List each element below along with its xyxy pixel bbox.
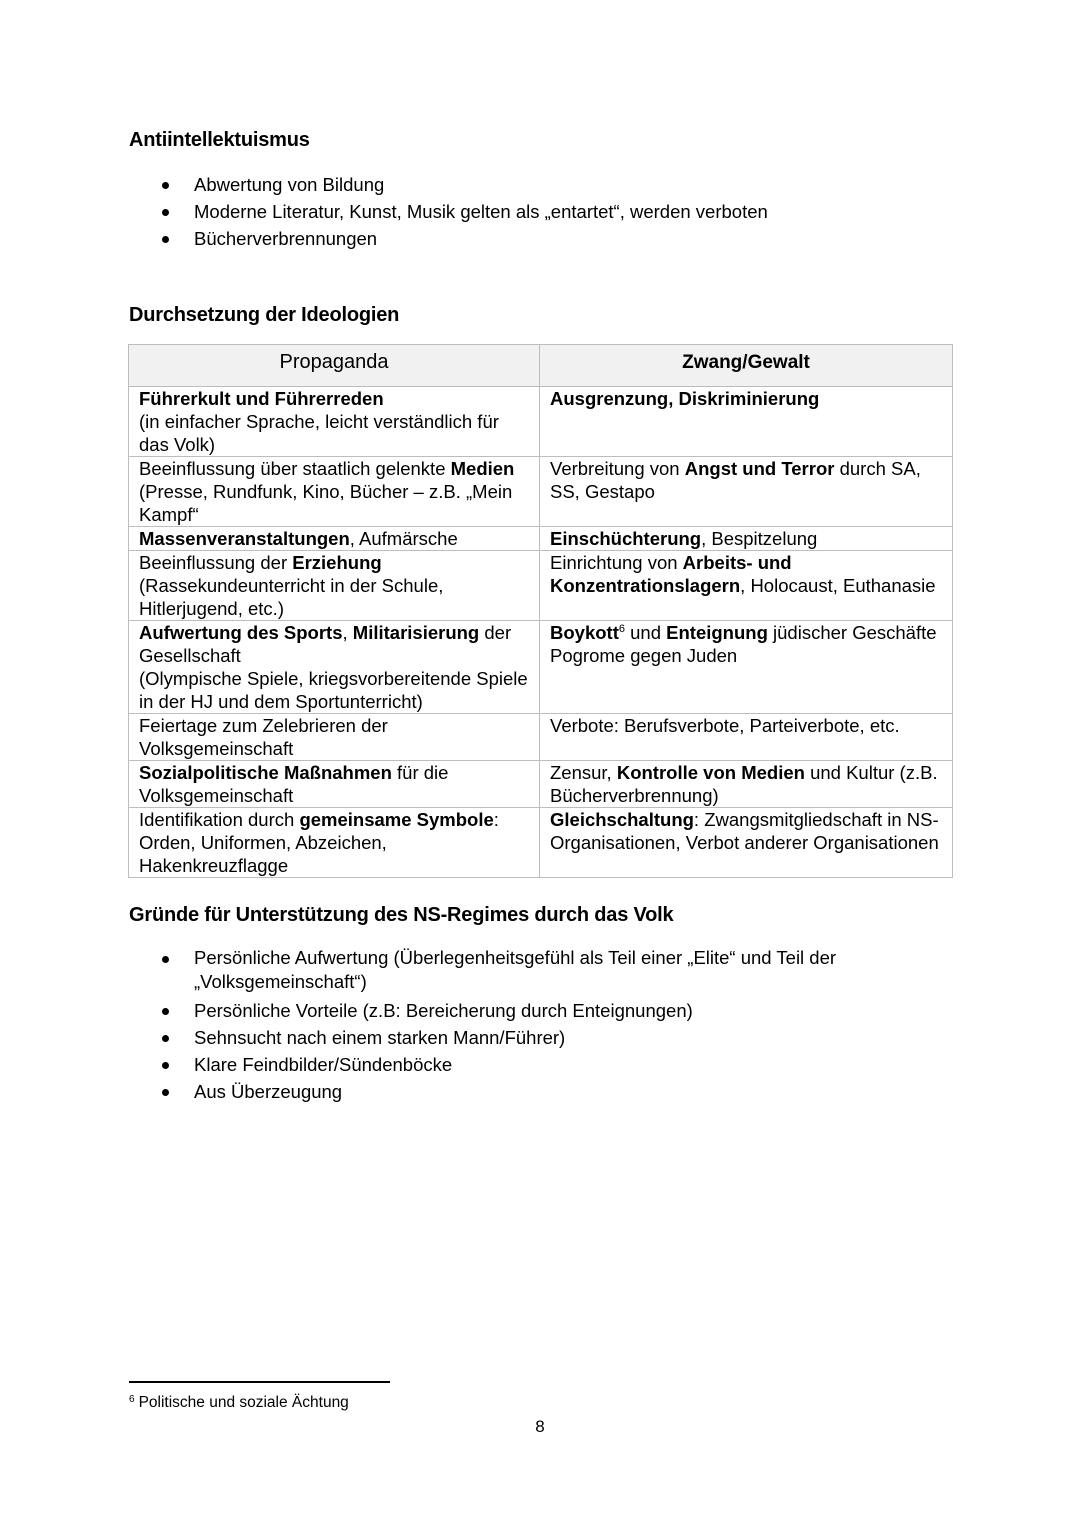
propaganda-cell [129,527,540,551]
list-item: Aus Überzeugung [129,1078,914,1105]
propaganda-cell [129,621,540,714]
cell-text: , Bespitzelung [701,528,818,549]
propaganda-cell [129,761,540,808]
footnote [129,1394,349,1412]
antiintellektuismus-list [129,171,768,252]
table-row [129,387,953,457]
zwang-gewalt-cell [540,714,953,761]
cell-text: Ausgrenzung, Diskriminierung [550,388,820,409]
column-header-zwang-gewalt: Zwang/Gewalt [540,345,953,387]
cell-text: gemeinsame Symbole [299,809,494,830]
cell-text: jüdischer Geschäfte [767,622,937,643]
propaganda-cell [129,551,540,621]
list-item: Moderne Literatur, Kunst, Musik gelten als „entartet“, werden verboten [129,198,768,225]
cell-text: für die Volksgemeinschaft [139,762,449,806]
cell-text: , Holocaust, Euthanasie [740,575,936,596]
zwang-gewalt-cell [540,527,953,551]
table-row [129,551,953,621]
cell-text: (in einfacher Sprache, leicht verständlich für das Volk) [139,411,499,455]
list-item: Klare Feindbilder/Sündenböcke [129,1051,914,1078]
propaganda-cell [129,808,540,878]
cell-text: : Orden, Uniformen, Abzeichen, Hakenkreuzflagge [139,809,499,876]
cell-text: (Presse, Rundfunk, Kino, Bücher – z.B. „Mein Kampf“ [139,481,513,525]
table-row [129,527,953,551]
cell-text: und Kultur (z.B. Bücherverbrennung) [550,762,938,806]
cell-text: Boykott [550,622,619,643]
footnote-number: 6 [129,1394,135,1405]
zwang-gewalt-cell [540,808,953,878]
cell-text: Identifikation durch [139,809,300,830]
cell-text: durch SA, SS, Gestapo [550,458,921,502]
cell-text: : Zwangsmitgliedschaft in NS-Organisationen, Verbot anderer Organisationen [550,809,939,853]
list-item: Persönliche Aufwertung (Überlegenheitsgefühl als Teil einer „Elite“ und Teil der „Volksgemeinschaft“) [129,946,914,994]
cell-text: Sozialpolitische Maßnahmen [139,762,392,783]
list-item: Abwertung von Bildung [129,171,768,198]
cell-text: Massenveranstaltungen [139,528,350,549]
propaganda-cell [129,387,540,457]
cell-text: Enteignung [666,622,768,643]
cell-text: Gleichschaltung [550,809,694,830]
zwang-gewalt-cell [540,761,953,808]
cell-text: Militarisierung [352,622,480,643]
table-row [129,808,953,878]
section-heading-antiintellektuismus: Antiintellektuismus [129,129,310,151]
cell-text: Zensur, [550,762,617,783]
cell-text: (Olympische Spiele, kriegsvorbereitende Spiele in der HJ und dem Sportunterricht) [139,668,528,712]
cell-text: Kontrolle von Medien [616,762,805,783]
zwang-gewalt-cell [540,621,953,714]
gruende-list [129,946,914,1105]
cell-text: Verbote: Berufsverbote, Parteiverbote, etc. [550,715,900,736]
cell-text: , Aufmärsche [349,528,458,549]
cell-text: , [342,622,353,643]
cell-text: Verbreitung von [550,458,685,479]
page-number: 8 [535,1417,545,1436]
footnote-ref: 6 [618,623,625,635]
table-row [129,714,953,761]
cell-text: (Rassekundeunterricht in der Schule, Hitlerjugend, etc.) [139,575,444,619]
cell-text: Feiertage zum Zelebrieren der Volksgemeinschaft [139,715,388,759]
section-heading-durchsetzung: Durchsetzung der Ideologien [129,304,400,326]
table-row [129,621,953,714]
ideology-table [128,344,953,878]
footnote-separator [129,1381,390,1383]
column-header-propaganda: Propaganda [129,345,540,387]
propaganda-cell [129,714,540,761]
zwang-gewalt-cell [540,387,953,457]
cell-text: der Gesellschaft [139,622,512,666]
cell-text: Medien [450,458,515,479]
cell-text: und [625,622,667,643]
cell-text: Einschüchterung [550,528,702,549]
cell-text: Beeinflussung der [139,552,293,573]
list-item: Bücherverbrennungen [129,225,768,252]
table-row [129,761,953,808]
cell-text: Führerkult und Führerreden [139,388,384,409]
footnote-text: Politische und soziale Ächtung [138,1394,349,1411]
cell-text: Angst und Terror [684,458,835,479]
propaganda-cell [129,457,540,527]
cell-text: Arbeits- und Konzentrationslagern [550,552,792,596]
cell-text: Pogrome gegen Juden [550,645,738,666]
table-header-row [129,345,953,387]
cell-text: Aufwertung des Sports [139,622,343,643]
zwang-gewalt-cell [540,551,953,621]
list-item: Sehnsucht nach einem starken Mann/Führer) [129,1024,914,1051]
cell-text: Erziehung [292,552,382,573]
table-row [129,457,953,527]
list-item: Persönliche Vorteile (z.B: Bereicherung durch Enteignungen) [129,997,914,1024]
zwang-gewalt-cell [540,457,953,527]
cell-text: Beeinflussung über staatlich gelenkte [139,458,451,479]
cell-text: Einrichtung von [550,552,683,573]
section-heading-gruende: Gründe für Unterstützung des NS-Regimes durch das Volk [129,904,674,926]
